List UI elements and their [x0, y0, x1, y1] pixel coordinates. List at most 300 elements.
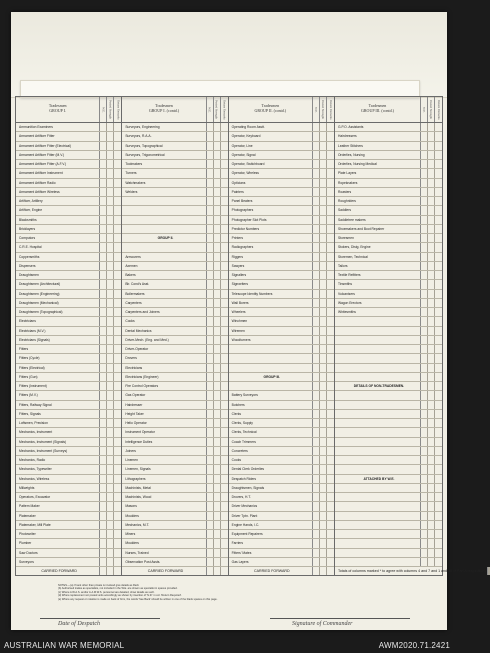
trade-name-cell: Saddletree makers	[335, 216, 421, 224]
table-row	[335, 197, 442, 206]
trade-name-cell: G.P.O. Assistants	[335, 123, 421, 131]
entry-cell	[313, 336, 320, 344]
entry-cell	[221, 206, 228, 214]
entry-cell	[435, 354, 442, 362]
entry-cell	[107, 521, 114, 529]
trade-name-cell: Pattern Maker	[16, 502, 100, 510]
entry-cell	[221, 197, 228, 205]
entry-cell	[320, 262, 327, 270]
entry-cell	[327, 447, 334, 455]
entry-cell	[313, 447, 320, 455]
trade-name-cell: Fitters, Railway Signal	[16, 401, 100, 409]
group-header	[229, 97, 334, 123]
table-row	[335, 382, 442, 391]
trade-name-cell: Draughtsmen (Mechanical)	[16, 299, 100, 307]
trade-name-cell: Draughtsmen (Engineering)	[16, 290, 100, 298]
entry-cell	[428, 539, 435, 547]
ledger-group-4	[335, 97, 487, 575]
table-row	[122, 123, 227, 132]
entry-cell	[327, 354, 334, 362]
entry-cell	[207, 271, 214, 279]
entry-cell	[428, 123, 435, 131]
entry-cell	[428, 484, 435, 492]
entry-cell	[320, 151, 327, 159]
trade-name-cell	[335, 327, 421, 335]
table-row	[229, 151, 334, 160]
entry-cell	[327, 132, 334, 140]
trade-name-cell: Clerks, Supply	[229, 419, 313, 427]
entry-cell	[100, 160, 107, 168]
entry-cell	[100, 216, 107, 224]
entry-cell	[207, 327, 214, 335]
entry-cell	[327, 169, 334, 177]
entry-cell	[320, 428, 327, 436]
entry-cell	[327, 364, 334, 372]
entry-cell	[313, 179, 320, 187]
trade-name-cell: Observation Post Assts.	[122, 558, 206, 566]
entry-cell	[107, 234, 114, 242]
entry-cell	[327, 188, 334, 196]
entry-cell	[214, 308, 221, 316]
entry-cell	[327, 290, 334, 298]
entry-cell	[107, 308, 114, 316]
entry-cell	[327, 225, 334, 233]
entry-cell	[207, 493, 214, 501]
table-row	[335, 179, 442, 188]
group-rows	[122, 123, 227, 575]
entry-cell	[320, 299, 327, 307]
entry-cell	[327, 373, 334, 381]
entry-cell	[207, 502, 214, 510]
trade-name-cell: Fitters' Mates	[229, 549, 313, 557]
entry-cell	[435, 512, 442, 520]
entry-cell	[207, 475, 214, 483]
table-row	[229, 253, 334, 262]
entry-cell	[207, 521, 214, 529]
table-row	[16, 354, 121, 363]
table-row	[122, 558, 227, 567]
entry-cell	[100, 521, 107, 529]
entry-cell	[207, 216, 214, 224]
table-row	[16, 225, 121, 234]
entry-cell	[428, 401, 435, 409]
entry-cell	[107, 216, 114, 224]
trade-name-cell: Armament Artificer Fitter (M.V.)	[16, 151, 100, 159]
entry-cell	[421, 438, 428, 446]
entry-cell	[100, 391, 107, 399]
table-row	[122, 317, 227, 326]
entry-cell	[428, 271, 435, 279]
trade-name-cell: Farriers	[229, 539, 313, 547]
entry-cell	[107, 299, 114, 307]
entry-cell	[421, 216, 428, 224]
entry-cell	[114, 290, 121, 298]
entry-cell	[435, 539, 442, 547]
table-row	[229, 567, 334, 575]
trade-name-cell: Draughtsmen, Signals	[229, 484, 313, 492]
trade-name-cell: Radiographers	[229, 243, 313, 251]
trade-name-cell: Tinsmiths	[335, 280, 421, 288]
table-row	[16, 188, 121, 197]
entry-cell	[207, 160, 214, 168]
trade-name-cell: Wall Borers	[229, 299, 313, 307]
table-row	[122, 456, 227, 465]
ledger-group-3	[229, 97, 335, 575]
entry-cell	[114, 151, 121, 159]
entry-cell	[313, 419, 320, 427]
entry-cell	[428, 308, 435, 316]
entry-cell	[207, 438, 214, 446]
table-row	[122, 243, 227, 252]
note-line: (e) Where any request or notation is made on back of form, the words 'See Back' should be written in one of the blank spaces on this page.	[58, 597, 218, 601]
trade-name-cell: Electricians (M.V.)	[16, 327, 100, 335]
trade-name-cell: Orderlies, Nursing Medical	[335, 160, 421, 168]
entry-cell	[114, 179, 121, 187]
table-row	[335, 243, 442, 252]
entry-cell	[327, 558, 334, 566]
column-header: Posted Strength	[428, 97, 435, 122]
table-row	[229, 179, 334, 188]
trade-name-cell: Intelligence Duties	[122, 438, 206, 446]
entry-cell	[421, 345, 428, 353]
table-row	[122, 345, 227, 354]
table-row	[122, 151, 227, 160]
table-row	[122, 512, 227, 521]
trade-name-cell: Drovers, H.T.	[229, 493, 313, 501]
entry-cell	[100, 558, 107, 566]
date-line	[40, 618, 160, 619]
entry-cell	[100, 530, 107, 538]
entry-cell	[221, 188, 228, 196]
entry-cell	[320, 206, 327, 214]
trade-name-cell: Clerks	[229, 410, 313, 418]
table-row	[335, 262, 442, 271]
trade-name-cell: CARRIED FORWARD	[122, 567, 206, 575]
trade-name-cell: Armament Artificer Instrument	[16, 169, 100, 177]
table-row	[229, 262, 334, 271]
group-header	[122, 97, 227, 123]
group-title: Tradesmen GROUP II. (contd.)	[229, 97, 313, 122]
entry-cell	[327, 151, 334, 159]
table-row	[229, 558, 334, 567]
entry-cell	[114, 465, 121, 473]
entry-cell	[428, 493, 435, 501]
group-title: Tradesmen GROUP III. (contd.)	[335, 97, 421, 122]
entry-cell	[313, 401, 320, 409]
table-row	[229, 364, 334, 373]
table-row	[229, 160, 334, 169]
table-row	[122, 216, 227, 225]
trade-name-cell: Operator, Signal	[229, 151, 313, 159]
trade-name-cell: Fitters (M.V.)	[16, 391, 100, 399]
trade-name-cell: Mechanics, M.T.	[122, 521, 206, 529]
entry-cell	[107, 364, 114, 372]
table-row	[335, 465, 442, 474]
entry-cell	[435, 327, 442, 335]
entry-cell	[428, 225, 435, 233]
table-row	[229, 280, 334, 289]
table-row	[335, 336, 442, 345]
table-row	[122, 262, 227, 271]
entry-cell	[107, 225, 114, 233]
entry-cell	[428, 243, 435, 251]
entry-cell	[428, 197, 435, 205]
entry-cell	[327, 206, 334, 214]
entry-cell	[320, 410, 327, 418]
entry-cell	[320, 484, 327, 492]
table-row	[335, 354, 442, 363]
entry-cell	[114, 317, 121, 325]
table-row	[335, 151, 442, 160]
entry-cell	[114, 142, 121, 150]
entry-cell	[221, 317, 228, 325]
entry-cell	[107, 567, 114, 575]
table-row	[122, 290, 227, 299]
table-row	[122, 521, 227, 530]
entry-cell	[114, 123, 121, 131]
entry-cell	[207, 382, 214, 390]
trade-name-cell: Helio Operator	[122, 419, 206, 427]
entry-cell	[221, 493, 228, 501]
entry-cell	[107, 317, 114, 325]
table-row	[16, 447, 121, 456]
entry-cell	[114, 512, 121, 520]
table-row	[122, 188, 227, 197]
group-rows	[229, 123, 334, 575]
entry-cell	[313, 225, 320, 233]
entry-cell	[428, 419, 435, 427]
trade-name-cell: Panel Beaters	[229, 197, 313, 205]
table-row	[335, 308, 442, 317]
entry-cell	[435, 206, 442, 214]
note-line: (d) Where replacement not posted units accordingly as shown by insertion of 'N.R.' in col. 'Return Required'.	[58, 594, 182, 598]
trade-name-cell: Operating Room Asstt.	[229, 123, 313, 131]
table-row	[335, 317, 442, 326]
entry-cell	[207, 364, 214, 372]
entry-cell	[428, 512, 435, 520]
entry-cell	[107, 151, 114, 159]
table-row	[16, 142, 121, 151]
trade-name-cell: Computors	[16, 234, 100, 242]
entry-cell	[428, 456, 435, 464]
entry-cell	[114, 197, 121, 205]
entry-cell	[107, 188, 114, 196]
entry-cell	[207, 169, 214, 177]
entry-cell	[214, 179, 221, 187]
table-row	[229, 401, 334, 410]
entry-cell	[214, 428, 221, 436]
entry-cell	[435, 132, 442, 140]
entry-cell	[320, 475, 327, 483]
trade-name-cell: ATTACHED BY W.E.	[335, 475, 421, 483]
entry-cell	[214, 484, 221, 492]
table-row	[335, 216, 442, 225]
entry-cell	[313, 216, 320, 224]
trade-name-cell: Wagon Erectors	[335, 299, 421, 307]
entry-cell	[221, 160, 228, 168]
entry-cell	[421, 132, 428, 140]
table-row	[16, 271, 121, 280]
entry-cell	[327, 391, 334, 399]
entry-cell	[114, 549, 121, 557]
trade-name-cell	[229, 364, 313, 372]
entry-cell	[313, 502, 320, 510]
trade-name-cell	[122, 206, 206, 214]
entry-cell	[107, 475, 114, 483]
trade-name-cell: Machinists, Metal	[122, 484, 206, 492]
entry-cell	[107, 373, 114, 381]
entry-cell	[221, 243, 228, 251]
trade-name-cell: CARRIED FORWARD	[16, 567, 100, 575]
entry-cell	[221, 151, 228, 159]
entry-cell	[107, 142, 114, 150]
entry-cell	[100, 502, 107, 510]
table-row	[335, 567, 487, 575]
entry-cell	[207, 428, 214, 436]
table-row	[229, 336, 334, 345]
table-row	[16, 382, 121, 391]
table-row	[229, 308, 334, 317]
entry-cell	[107, 169, 114, 177]
trade-name-cell: Blr. Cond's Asst.	[122, 280, 206, 288]
trade-name-cell	[335, 345, 421, 353]
entry-cell	[114, 475, 121, 483]
trade-name-cell: DETAILS OF NON-TRADESMEN.	[335, 382, 421, 390]
table-row	[335, 169, 442, 178]
table-row	[16, 151, 121, 160]
trade-name-cell: Bricklayers	[16, 225, 100, 233]
entry-cell	[428, 151, 435, 159]
group-title: Tradesmen GROUP I.	[16, 97, 100, 122]
entry-cell	[421, 169, 428, 177]
table-row	[16, 465, 121, 474]
trade-name-cell: Linemen	[122, 456, 206, 464]
entry-cell	[207, 317, 214, 325]
entry-cell	[207, 401, 214, 409]
column-header: W.E.	[207, 97, 214, 122]
entry-cell	[435, 419, 442, 427]
table-row	[16, 521, 121, 530]
trade-name-cell	[335, 428, 421, 436]
entry-cell	[100, 345, 107, 353]
signature-of-commander-label: Signature of Commander	[292, 621, 353, 627]
trade-name-cell: Leather Stitchers	[335, 142, 421, 150]
trade-name-cell: Artificer, Artillery	[16, 197, 100, 205]
footer-accession-number: AWM2020.71.2421	[378, 641, 450, 650]
entry-cell	[327, 216, 334, 224]
trade-name-cell: Turners	[122, 169, 206, 177]
trade-name-cell: Hairdresser	[122, 401, 206, 409]
entry-cell	[313, 169, 320, 177]
group-iii-heading: GROUP III.	[229, 373, 313, 381]
entry-cell	[207, 243, 214, 251]
entry-cell	[320, 465, 327, 473]
trade-name-cell: Photographer Slot Plots	[229, 216, 313, 224]
table-row	[122, 327, 227, 336]
entry-cell	[421, 160, 428, 168]
entry-cell	[214, 354, 221, 362]
entry-cell	[221, 567, 228, 575]
entry-cell	[107, 447, 114, 455]
group-ii-heading: GROUP II.	[122, 234, 206, 242]
table-row	[229, 216, 334, 225]
trade-name-cell: Lithographers	[122, 475, 206, 483]
entry-cell	[107, 428, 114, 436]
table-row	[335, 271, 442, 280]
trade-name-cell: Totals of columns marked * to agree with columns 4 and 7 and 1 and 10 of Part A respectively	[335, 567, 488, 575]
entry-cell	[221, 327, 228, 335]
table-row	[335, 549, 442, 558]
table-row	[229, 512, 334, 521]
table-row	[16, 123, 121, 132]
entry-cell	[421, 188, 428, 196]
table-row	[335, 290, 442, 299]
entry-cell	[428, 179, 435, 187]
entry-cell	[214, 558, 221, 566]
trade-name-cell: Dispensers	[16, 262, 100, 270]
entry-cell	[207, 123, 214, 131]
entry-cell	[421, 179, 428, 187]
entry-cell	[327, 502, 334, 510]
table-row	[122, 197, 227, 206]
entry-cell	[214, 549, 221, 557]
trade-name-cell: Clerks, Technical	[229, 428, 313, 436]
entry-cell	[313, 428, 320, 436]
entry-cell	[114, 253, 121, 261]
trade-name-cell: CARRIED FORWARD	[229, 567, 313, 575]
trade-name-cell: Linemen, Signals	[122, 465, 206, 473]
entry-cell	[428, 373, 435, 381]
entry-cell	[100, 475, 107, 483]
entry-cell	[313, 142, 320, 150]
table-row	[122, 549, 227, 558]
entry-cell	[320, 188, 327, 196]
trade-name-cell: Mechanics, Instrument (Signals)	[16, 438, 100, 446]
table-row	[122, 132, 227, 141]
entry-cell	[214, 234, 221, 242]
entry-cell	[327, 419, 334, 427]
entry-cell	[100, 456, 107, 464]
table-row	[122, 373, 227, 382]
trade-name-cell: Despatch Riders	[229, 475, 313, 483]
trade-name-cell: Saddlers	[335, 206, 421, 214]
table-row	[229, 502, 334, 511]
trade-name-cell: Mechanics, Radio	[16, 456, 100, 464]
table-row	[229, 428, 334, 437]
entry-cell	[320, 160, 327, 168]
entry-cell	[221, 364, 228, 372]
entry-cell	[207, 391, 214, 399]
table-row	[122, 428, 227, 437]
table-row	[335, 521, 442, 530]
entry-cell	[107, 271, 114, 279]
entry-cell	[320, 132, 327, 140]
entry-cell	[207, 262, 214, 270]
trade-name-cell	[229, 345, 313, 353]
entry-cell	[435, 299, 442, 307]
trade-name-cell: Fitters, Signals	[16, 410, 100, 418]
entry-cell	[320, 549, 327, 557]
entry-cell	[428, 530, 435, 538]
trade-name-cell: Electricians (Signals)	[16, 336, 100, 344]
entry-cell	[435, 317, 442, 325]
entry-cell	[100, 493, 107, 501]
entry-cell	[313, 465, 320, 473]
entry-cell	[214, 419, 221, 427]
entry-cell	[435, 253, 442, 261]
entry-cell	[207, 345, 214, 353]
entry-cell	[114, 521, 121, 529]
